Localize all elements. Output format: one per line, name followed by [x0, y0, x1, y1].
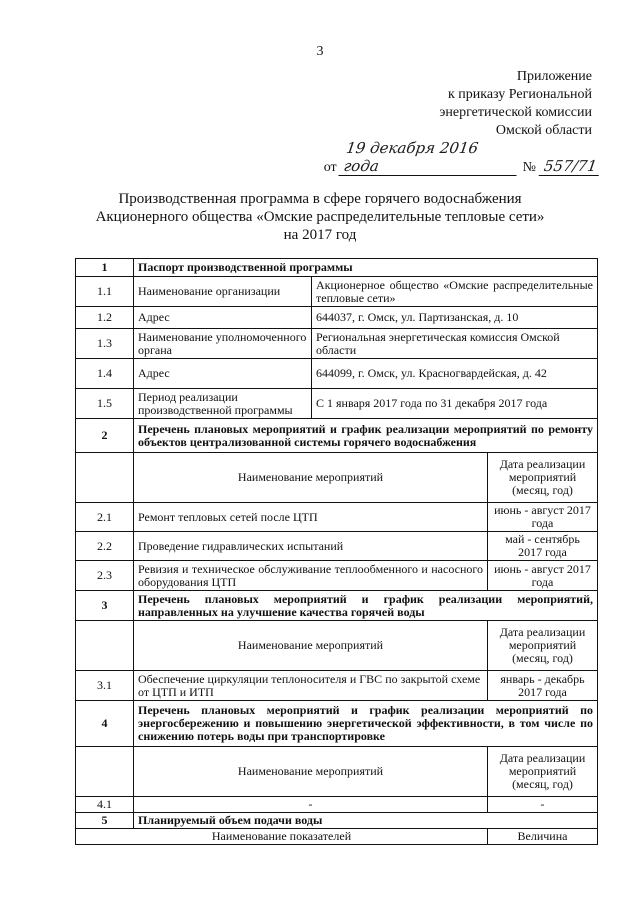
table-row [76, 277, 598, 307]
row-number: 4.1 [76, 797, 134, 813]
column-header-row [76, 621, 598, 671]
section-header [76, 419, 598, 453]
section-title: Перечень плановых мероприятий и график реализации мероприятий по энергосбережению и повышению энергетической эффективности, в том числе по снижению потерь воды при транспортировке [134, 701, 598, 747]
section-number: 4 [76, 701, 134, 747]
row-name: Обеспечение циркуляции теплоносителя и ГВС по закрытой схеме от ЦТП и ИТП [134, 671, 488, 701]
row-label: Адрес [134, 359, 312, 389]
row-value: Акционерное общество «Омские распределительные тепловые сети» [312, 277, 598, 307]
column-header-row [76, 829, 598, 845]
table-row [76, 561, 598, 591]
row-value: С 1 января 2017 года по 31 декабря 2017 года [312, 389, 598, 419]
row-number: 1.1 [76, 277, 134, 307]
row-label: Период реализации производственной программы [134, 389, 312, 419]
row-name: Ремонт тепловых сетей после ЦТП [134, 503, 488, 532]
document-title [0, 190, 640, 244]
table-row [76, 307, 598, 329]
row-name: Проведение гидравлических испытаний [134, 532, 488, 561]
section-title: Паспорт производственной программы [134, 259, 598, 277]
row-label: Наименование организации [134, 277, 312, 307]
table-row [76, 359, 598, 389]
row-number: 3.1 [76, 671, 134, 701]
row-number: 2.1 [76, 503, 134, 532]
table-row [76, 797, 598, 813]
row-number: 1.2 [76, 307, 134, 329]
number-sign: № [522, 160, 536, 175]
appendix-line: к приказу Региональной [447, 87, 592, 102]
row-value: 644037, г. Омск, ул. Партизанская, д. 10 [312, 307, 598, 329]
section-number: 3 [76, 591, 134, 621]
section-header [76, 259, 598, 277]
column-header-date: Дата реализации мероприятий (месяц, год) [488, 747, 598, 797]
column-header-row [76, 453, 598, 503]
row-number: 1.4 [76, 359, 134, 389]
section-title: Перечень плановых мероприятий и график реализации мероприятий по ремонту объектов централизованной системы горячего водоснабжения [134, 419, 598, 453]
title-line: Производственная программа в сфере горячего водоснабжения [118, 191, 522, 207]
table-row [76, 389, 598, 419]
appendix-line: Омской области [495, 123, 592, 138]
row-number: 1.5 [76, 389, 134, 419]
row-label: Наименование уполномоченного органа [134, 329, 312, 359]
table-row [76, 532, 598, 561]
table-row [76, 329, 598, 359]
row-date: май - сентябрь 2017 года [488, 532, 598, 561]
row-date: июнь - август 2017 года [488, 561, 598, 591]
section-header [76, 813, 598, 829]
row-number: 2.3 [76, 561, 134, 591]
column-header-date: Дата реализации мероприятий (месяц, год) [488, 621, 598, 671]
table-row [76, 671, 598, 701]
section-number: 5 [76, 813, 134, 829]
title-line: Акционерного общества «Омские распределительные тепловые сети» [95, 209, 545, 225]
row-date: январь - декабрь 2017 года [488, 671, 598, 701]
row-value: Региональная энергетическая комиссия Омской области [312, 329, 598, 359]
handwritten-number: 557/71 [539, 157, 602, 176]
handwritten-date: 19 декабря 2016 года [338, 139, 521, 176]
row-number: 1.3 [76, 329, 134, 359]
section-header [76, 701, 598, 747]
section-header [76, 591, 598, 621]
row-date: - [488, 797, 598, 813]
column-header-name: Наименование мероприятий [134, 621, 488, 671]
appendix-line: Приложение [516, 69, 592, 84]
row-name: - [134, 797, 488, 813]
row-name: Ревизия и техническое обслуживание теплообменного и насосного оборудования ЦТП [134, 561, 488, 591]
section-title: Планируемый объем подачи воды [134, 813, 598, 829]
row-date: июнь - август 2017 года [488, 503, 598, 532]
row-label: Адрес [134, 307, 312, 329]
date-prefix: от [323, 160, 337, 175]
row-number: 2.2 [76, 532, 134, 561]
column-header-value: Величина [488, 829, 598, 845]
appendix-block [439, 68, 592, 140]
table-row [76, 503, 598, 532]
section-number: 1 [76, 259, 134, 277]
column-header-name: Наименование мероприятий [134, 453, 488, 503]
page-number: 3 [316, 44, 324, 59]
column-header-name: Наименование показателей [76, 829, 488, 845]
appendix-line: энергетической комиссии [439, 105, 592, 120]
column-header-name: Наименование мероприятий [134, 747, 488, 797]
column-header-row [76, 747, 598, 797]
section-title: Перечень плановых мероприятий и график реализации мероприятий, направленных на улучшение качества горячей воды [134, 591, 598, 621]
order-date-line [324, 139, 600, 176]
program-table [75, 258, 598, 845]
title-line: на 2017 год [283, 227, 357, 243]
column-header-date: Дата реализации мероприятий (месяц, год) [488, 453, 598, 503]
section-number: 2 [76, 419, 134, 453]
row-value: 644099, г. Омск, ул. Красногвардейская, д. 42 [312, 359, 598, 389]
